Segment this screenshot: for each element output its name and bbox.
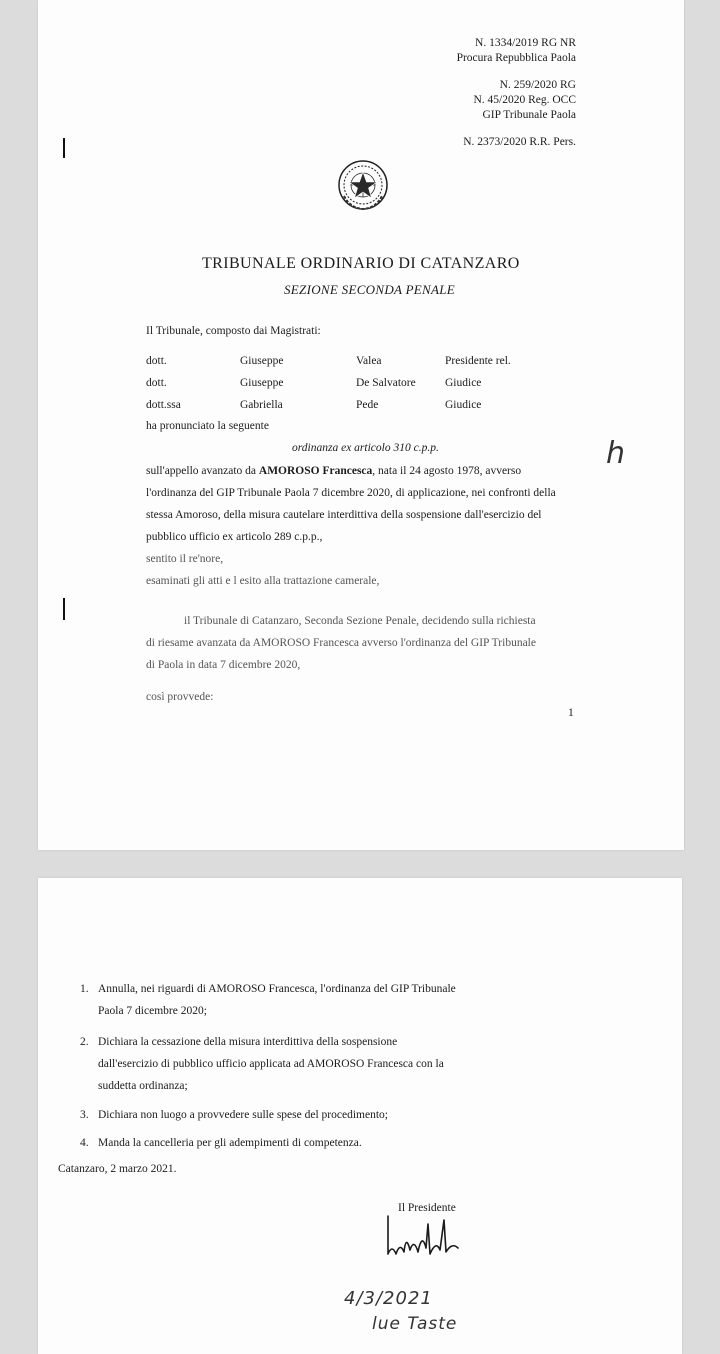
magistrate-role: Presidente rel. [445,355,511,367]
magistrate-title: dott.ssa [146,399,181,411]
magistrate-first-name: Giuseppe [240,377,284,389]
item-line: Annulla, nei riguardi di AMOROSO Francesca, l'ordinanza del GIP Tribunale [98,983,456,995]
body-line: pubblico ufficio ex articolo 289 c.p.p., [146,531,323,543]
item-line: Dichiara non luogo a provvedere sulle spese del procedimento; [98,1109,388,1121]
ref-rr-pers: N. 2373/2020 R.R. Pers. [463,136,576,148]
order-title: ordinanza ex articolo 310 c.p.p. [292,442,439,454]
ref-procura: Procura Repubblica Paola [456,52,576,64]
magistrate-role: Giudice [445,377,482,389]
magistrate-title: dott. [146,377,167,389]
body-line: esaminati gli atti e l esito alla trattazione camerale, [146,575,380,587]
provvede-text: così provvede: [146,691,214,703]
body-line: l'ordinanza del GIP Tribunale Paola 7 dicembre 2020, di applicazione, nei confronti della [146,487,556,499]
document-page-2 [38,878,682,1354]
page-number: 1 [568,707,574,719]
document-page-1 [38,0,684,850]
item-number: 2. [80,1036,89,1048]
ref-rg-nr: N. 1334/2019 RG NR [475,37,576,49]
margin-mark [63,598,65,620]
body-line: sentito il re'nore, [146,553,224,565]
appeal-suffix: , nata il 24 agosto 1978, avverso [372,465,522,477]
magistrate-role: Giudice [445,399,482,411]
magistrate-first-name: Gabriella [240,399,283,411]
appeal-prefix: sull'appello avanzato da [146,465,257,477]
magistrate-title: dott. [146,355,167,367]
magistrate-last-name: Valea [356,355,382,367]
republic-emblem-icon [336,158,390,212]
item-line: Paola 7 dicembre 2020; [98,1005,207,1017]
margin-mark [63,138,65,158]
handwritten-date: 4/3/2021 [344,1288,433,1309]
item-line: Manda la cancelleria per gli adempimenti di competenza. [98,1137,362,1149]
intro-text: Il Tribunale, composto dai Magistrati: [146,325,321,337]
decision-line: di riesame avanzata da AMOROSO Francesca avverso l'ordinanza del GIP Tribunale [146,637,536,649]
decision-line: il Tribunale di Catanzaro, Seconda Sezione Penale, decidendo sulla richiesta [184,615,536,627]
ref-reg-occ: N. 45/2020 Reg. OCC [473,94,576,106]
magistrate-last-name: Pede [356,399,379,411]
ref-gip: GIP Tribunale Paola [482,109,576,121]
place-date: Catanzaro, 2 marzo 2021. [58,1163,177,1175]
magistrate-first-name: Giuseppe [240,355,284,367]
item-line: dall'esercizio di pubblico ufficio applicata ad AMOROSO Francesca con la [98,1058,444,1070]
item-line: suddetta ordinanza; [98,1080,188,1092]
ref-rg: N. 259/2020 RG [499,79,576,91]
court-title: TRIBUNALE ORDINARIO DI CATANZARO [202,255,520,272]
item-number: 1. [80,983,89,995]
appeal-line [146,464,521,478]
magistrate-last-name: De Salvatore [356,377,416,389]
president-signature [382,1214,464,1258]
president-label: Il Presidente [398,1202,456,1214]
item-line: Dichiara la cessazione della misura interdittiva della sospensione [98,1036,398,1048]
court-section: SEZIONE SECONDA PENALE [284,282,456,297]
item-number: 3. [80,1109,89,1121]
appellant-name: AMOROSO Francesca [258,465,373,477]
item-number: 4. [80,1137,89,1149]
handwritten-note: lue Taste [372,1314,458,1334]
pronounced-text: ha pronunciato la seguente [146,420,269,432]
handwritten-margin-note: h [606,436,626,471]
decision-line: di Paola in data 7 dicembre 2020, [146,659,301,671]
body-line: stessa Amoroso, della misura cautelare interdittiva della sospensione dall'esercizio del [146,509,542,521]
